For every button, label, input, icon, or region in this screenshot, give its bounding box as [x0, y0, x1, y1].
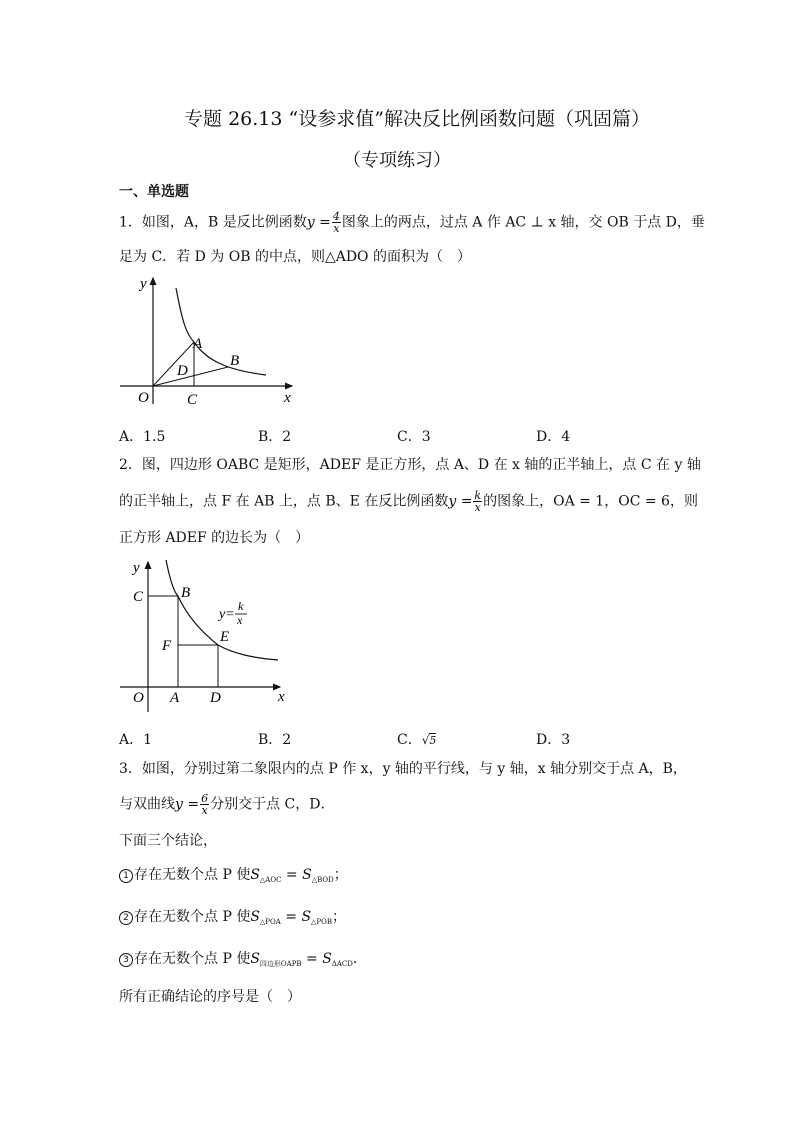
q2-text-a: 的正半轴上，点 F 在 AB 上，点 B、E 在反比例函数: [119, 493, 449, 510]
q3-question-end: 所有正确结论的序号是（ ）: [119, 989, 301, 1005]
q1-fraction: [332, 211, 341, 234]
q2-label-F: F: [162, 638, 172, 654]
q1-option-b: B．2: [258, 429, 292, 445]
q2-frac-den: x: [474, 501, 481, 514]
q2-option-b: B．2: [258, 732, 292, 748]
page-subtitle: （专项练习）: [343, 150, 451, 171]
q2-line3: 正方形 ADEF 的边长为（ ）: [119, 530, 310, 546]
q3-text-c: 分别交于点 C，D．: [210, 796, 335, 813]
q1-line2: 足为 C．若 D 为 OB 的中点，则△ADO 的面积为（ ）: [119, 249, 471, 265]
q1-label-x: x: [284, 390, 291, 406]
q2-label-D: D: [210, 690, 221, 706]
q2-label-x: x: [278, 689, 285, 705]
q2-label-B: B: [181, 585, 191, 601]
q1-func: y =: [306, 214, 331, 231]
q3-c1-eq: =: [285, 867, 298, 883]
q2-option-c-label: C．: [397, 732, 422, 748]
q3-c3-sub2: ΔACD: [331, 960, 353, 968]
q3-c3-number: 3: [119, 953, 133, 967]
q1-label-O: O: [138, 390, 149, 406]
q3-text-a: 与双曲线: [119, 796, 175, 813]
q3-conclusion-2: [119, 907, 346, 932]
q3-c1-s2: S: [302, 867, 312, 883]
q2-func: y =: [448, 493, 473, 510]
q1-text-c: 图象上的两点，过点 A 作 AC ⊥ x 轴，交 OB 于点 D，垂: [341, 214, 705, 231]
q2-sqrt-value: 5: [429, 734, 437, 747]
q1-line1: [119, 211, 705, 234]
page-title: 专题 26.13 “设参求值”解决反比例函数问题（巩固篇）: [184, 108, 650, 130]
q3-func: y =: [175, 796, 200, 813]
q3-fraction: [200, 793, 209, 816]
q3-c3-s2: S: [322, 951, 332, 967]
q1-text-a: 1．如图，A，B 是反比例函数: [119, 214, 307, 231]
q3-c3-s1: S: [250, 951, 260, 967]
q3-conclusion-3: [119, 949, 367, 974]
q3-c2-end: ；: [332, 909, 347, 925]
q1-seg-OA: [153, 342, 194, 386]
q2-label-A: A: [170, 690, 180, 706]
q3-conclusion-1: [119, 865, 348, 890]
q3-c1-end: ；: [333, 867, 348, 883]
q1-seg-OB: [153, 367, 228, 386]
q2-option-a: A．1: [119, 732, 153, 748]
q1-curve: [176, 288, 266, 375]
q1-option-d: D．4: [536, 429, 571, 445]
q1-label-C: C: [187, 392, 198, 408]
q2-line1: 2．图，四边形 OABC 是矩形，ADEF 是正方形，点 A、D 在 x 轴的正半轴上，点 C 在 y 轴: [119, 457, 701, 473]
q3-c1-text: 存在无数个点 P 使: [134, 867, 251, 883]
q2-option-c: [397, 729, 436, 749]
q3-line3: 下面三个结论，: [119, 833, 217, 849]
q3-c2-text: 存在无数个点 P 使: [134, 909, 251, 925]
q3-c2-s1: S: [250, 909, 260, 925]
q1-label-B: B: [230, 353, 240, 369]
q2-frac-num: k: [474, 489, 482, 502]
q2-line2: [119, 490, 698, 513]
q1-label-D: D: [177, 363, 188, 379]
q3-line2: [119, 793, 334, 816]
q3-c3-end: ．: [352, 951, 367, 967]
q3-c1-sub1: △AOC: [259, 876, 282, 884]
q3-c3-text: 存在无数个点 P 使: [134, 951, 251, 967]
q1-option-c: C．3: [397, 429, 431, 445]
q1-label-A: A: [193, 336, 203, 352]
q3-c3-sub1: 四边形OAPB: [259, 960, 302, 968]
q2-text-c: 的图象上，OA = 1，OC = 6，则: [483, 493, 698, 510]
q3-c3-eq: =: [306, 951, 318, 967]
q1-frac-num: 4: [332, 210, 340, 223]
q2-label-curve: y=: [219, 607, 235, 622]
q2-sqrt-sign: √: [421, 733, 430, 747]
q1-frac-den: x: [333, 222, 340, 235]
q3-c2-number: 2: [119, 911, 133, 925]
q2-label-E: E: [220, 629, 230, 645]
q2-option-d: D．3: [536, 732, 571, 748]
q3-c1-sub2: △BOD: [311, 876, 334, 884]
q3-frac-num: 6: [201, 792, 209, 805]
q2-label-k: k: [238, 599, 244, 613]
q3-c2-s2: S: [301, 909, 312, 925]
section-heading: 一、单选题: [119, 184, 189, 200]
q2-fraction: [473, 490, 482, 513]
q1-label-y: y: [140, 276, 147, 292]
q3-c2-sub2: △POB: [311, 918, 333, 926]
q3-c2-eq: =: [285, 909, 297, 925]
q3-frac-den: x: [201, 804, 208, 817]
q3-c1-s1: S: [250, 867, 260, 883]
q2-label-kx: x: [237, 613, 243, 627]
q1-figure: [116, 270, 306, 410]
q2-label-C: C: [133, 589, 144, 605]
q1-option-a: A．1.5: [119, 429, 166, 445]
q3-c2-sub1: △POA: [259, 918, 281, 926]
q3-c1-number: 1: [119, 869, 133, 883]
q3-line1: 3．如图，分别过第二象限内的点 P 作 x，y 轴的平行线，与 y 轴，x 轴分别交于点 A，B，: [119, 761, 687, 777]
q2-figure: [116, 556, 296, 716]
q2-label-y: y: [133, 560, 140, 576]
q2-label-O: O: [133, 690, 144, 706]
